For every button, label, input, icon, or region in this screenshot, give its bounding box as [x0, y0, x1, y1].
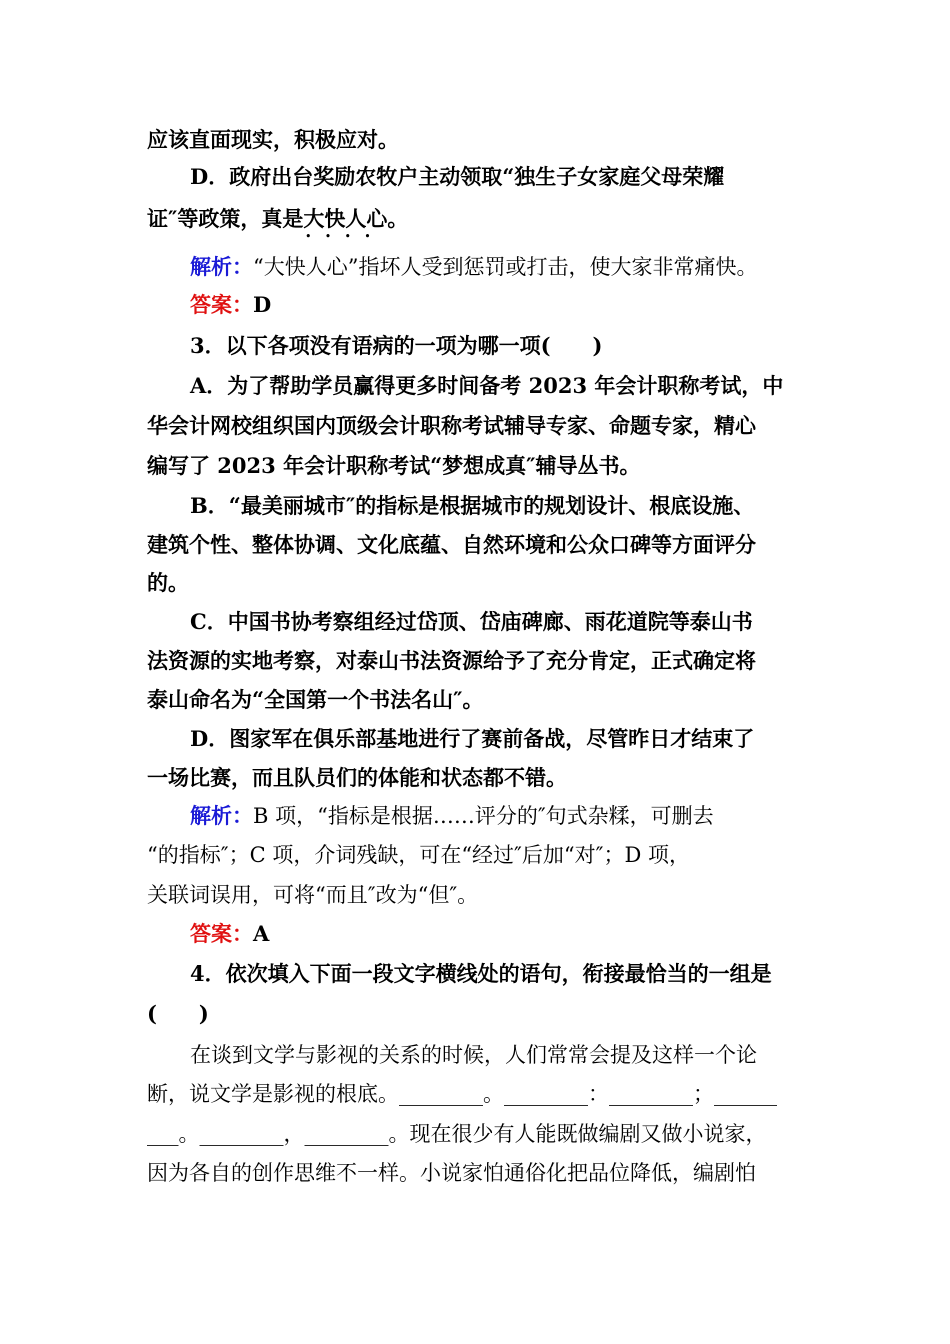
emphasis-phrase: [303, 206, 388, 242]
q2-answer: [190, 292, 271, 318]
q3-option-a-line2: 华会计网校组织国内顶级会计职称考试辅导专家、命题专家，精心: [147, 413, 756, 438]
q2-option-d-cont: [147, 206, 409, 242]
emphasis-dots: ••••: [305, 232, 385, 242]
q3-analysis: [190, 803, 714, 829]
q3-option-c-line2: 法资源的实地考察，对泰山书法资源给予了充分肯定，正式确定将: [147, 648, 756, 673]
q2-option-d-text-c: 。: [387, 206, 409, 231]
q4-passage-line2: 断，说文学是影视的根底。________。________：________；______: [147, 1082, 777, 1106]
analysis-label: 解析：: [190, 803, 253, 828]
q3-option-b-line2: 建筑个性、整体协调、文化底蕴、自然环境和公众口碑等方面评分: [147, 532, 756, 557]
q4-stem-line2: ( ): [147, 1001, 209, 1026]
q2-option-d-text-a: 证″等政策，真是: [147, 206, 304, 231]
q3-option-b-line3: 的。: [147, 570, 189, 595]
q3-option-d: D．图家军在俱乐部基地进行了赛前备战，尽管昨日才结束了: [190, 726, 755, 751]
q3-option-a-line3: 编写了 2023 年会计职称考试“梦想成真″辅导丛书。: [147, 453, 641, 478]
q2-option-d: D．政府出台奖励农牧户主动领取“独生子女家庭父母荣耀: [190, 164, 725, 189]
q4-passage-line3: ___。________，________。现在很少有人能既做编剧又做小说家，: [147, 1122, 767, 1146]
answer-value: A: [253, 921, 270, 946]
analysis-text: B 项，“指标是根据……评分的″句式杂糅，可删去: [253, 804, 714, 828]
q4-passage-line1: 在谈到文学与影视的关系的时候，人们常常会提及这样一个论: [190, 1043, 757, 1067]
q3-option-c: C．中国书协考察组经过岱顶、岱庙碑廊、雨花道院等泰山书: [190, 609, 753, 634]
emphasis-phrase-text: 大快人心: [303, 206, 388, 231]
q3-analysis-line2: “的指标″；C 项，介词残缺，可在“经过″后加“对″；D 项，: [147, 843, 690, 867]
q3-analysis-line3: 关联词误用，可将“而且″改为“但″。: [147, 883, 479, 907]
q3-option-d-line2: 一场比赛，而且队员们的体能和状态都不错。: [147, 765, 567, 790]
q4-passage-line4: 因为各自的创作思维不一样。小说家怕通俗化把品位降低，编剧怕: [147, 1161, 756, 1185]
answer-value: D: [253, 292, 272, 317]
q3-option-c-line3: 泰山命名为“全国第一个书法名山″。: [147, 687, 484, 712]
q3-answer: [190, 921, 269, 947]
q3-option-b: B．“最美丽城市″的指标是根据城市的规划设计、根底设施、: [190, 493, 755, 518]
analysis-text: “大快人心”指坏人受到惩罚或打击，使大家非常痛快。: [253, 255, 758, 279]
q2-analysis: [190, 254, 757, 280]
q2-text-line: 应该直面现实，积极应对。: [147, 127, 399, 152]
q3-stem: 3．以下各项没有语病的一项为哪一项( ): [190, 333, 603, 358]
analysis-label: 解析：: [190, 254, 253, 279]
q4-stem: 4．依次填入下面一段文字横线处的语句，衔接最恰当的一组是: [190, 961, 772, 986]
answer-label: 答案：: [190, 292, 253, 317]
q3-option-a: A．为了帮助学员赢得更多时间备考 2023 年会计职称考试，中: [190, 373, 784, 398]
answer-label: 答案：: [190, 921, 253, 946]
